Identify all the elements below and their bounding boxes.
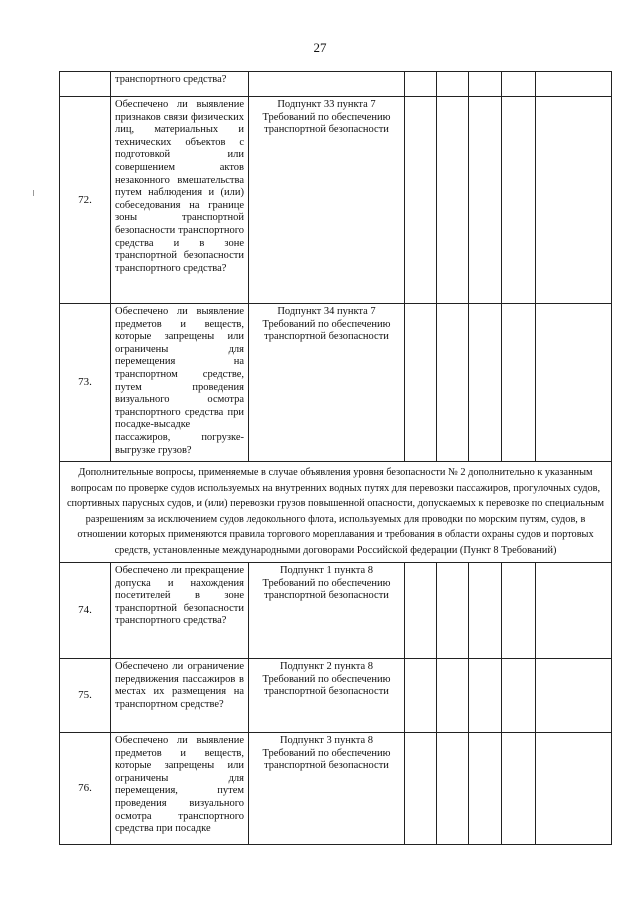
- row-number-cell: [60, 72, 111, 97]
- extra-cell[interactable]: [502, 304, 536, 462]
- row-number-cell: 72.: [60, 97, 111, 304]
- na-cell[interactable]: [469, 304, 502, 462]
- yes-cell[interactable]: [405, 733, 437, 845]
- table-row: [60, 97, 612, 304]
- comment-cell[interactable]: [536, 97, 612, 304]
- comment-cell[interactable]: [536, 733, 612, 845]
- question-cell: Обеспечено ли прекращение допуска и нахождения посетителей в зоне транспортной безопасности транспортного средства?: [111, 563, 249, 659]
- row-number-cell: 73.: [60, 304, 111, 462]
- no-cell[interactable]: [437, 659, 469, 733]
- table-row: [60, 72, 612, 97]
- row-number-cell: 74.: [60, 563, 111, 659]
- no-cell[interactable]: [437, 563, 469, 659]
- row-number-cell: 75.: [60, 659, 111, 733]
- extra-cell[interactable]: [502, 563, 536, 659]
- na-cell[interactable]: [469, 563, 502, 659]
- question-cell: Обеспечено ли выявление признаков связи физических лиц, материальных и технических объектов с подготовкой или совершением актов незаконного вмешательства путем наблюдения и (или) собеседования на границе зоны транспортной безопасности транспортного средства и в зоне транспортной безопасности транспортного средства?: [111, 97, 249, 304]
- question-cell: Обеспечено ли выявление предметов и веществ, которые запрещены или ограничены для перемещения, путем проведения визуального осмотра транспортного средства при посадке: [111, 733, 249, 845]
- table-row: [60, 304, 612, 462]
- no-cell[interactable]: [437, 97, 469, 304]
- reference-cell: Подпункт 2 пункта 8 Требований по обеспечению транспортной безопасности: [249, 659, 405, 733]
- extra-cell[interactable]: [502, 72, 536, 97]
- row-number-cell: 76.: [60, 733, 111, 845]
- extra-cell[interactable]: [502, 733, 536, 845]
- no-cell[interactable]: [437, 304, 469, 462]
- question-cell: Обеспечено ли ограничение передвижения пассажиров в местах их размещения на транспортном средстве?: [111, 659, 249, 733]
- question-cell: Обеспечено ли выявление предметов и веществ, которые запрещены или ограничены для перемещения на транспортном средстве, путем проведения визуального осмотра транспортного средства при посадке-высадке пассажиров, погрузке-выгрузке грузов?: [111, 304, 249, 462]
- reference-cell: [249, 72, 405, 97]
- na-cell[interactable]: [469, 72, 502, 97]
- reference-cell: Подпункт 1 пункта 8 Требований по обеспечению транспортной безопасности: [249, 563, 405, 659]
- yes-cell[interactable]: [405, 563, 437, 659]
- na-cell[interactable]: [469, 659, 502, 733]
- na-cell[interactable]: [469, 733, 502, 845]
- extra-cell[interactable]: [502, 659, 536, 733]
- page-number: 27: [313, 40, 327, 55]
- binder-mark: [33, 190, 34, 196]
- yes-cell[interactable]: [405, 659, 437, 733]
- section-note: Дополнительные вопросы, применяемые в случае объявления уровня безопасности № 2 дополнительно к указанным вопросам по проверке судов используемых на внутренних водных путях для перевозки пассажиров, прогулочных судов, спортивных парусных судов, и (или) перевозки грузов повышенной опасности, допускаемых к перевозке по специальным разрешениям за исключением судов ледокольного флота, используемых для проводки по морским путям, судов, в отношении которых применяются правила торгового мореплавания и требования в области охраны судов и портовых средств, установленные международными договорами Российской федерации (Пункт 8 Требований): [60, 462, 612, 563]
- extra-cell[interactable]: [502, 97, 536, 304]
- reference-cell: Подпункт 3 пункта 8 Требований по обеспечению транспортной безопасности: [249, 733, 405, 845]
- reference-cell: Подпункт 33 пункта 7 Требований по обеспечению транспортной безопасности: [249, 97, 405, 304]
- no-cell[interactable]: [437, 72, 469, 97]
- comment-cell[interactable]: [536, 563, 612, 659]
- section-note-row: [60, 462, 612, 563]
- comment-cell[interactable]: [536, 72, 612, 97]
- comment-cell[interactable]: [536, 304, 612, 462]
- reference-cell: Подпункт 34 пункта 7 Требований по обеспечению транспортной безопасности: [249, 304, 405, 462]
- yes-cell[interactable]: [405, 304, 437, 462]
- checklist-table: [59, 71, 612, 845]
- question-cell: транспортного средства?: [111, 72, 249, 97]
- table-row: [60, 563, 612, 659]
- no-cell[interactable]: [437, 733, 469, 845]
- table-row: [60, 733, 612, 845]
- comment-cell[interactable]: [536, 659, 612, 733]
- yes-cell[interactable]: [405, 72, 437, 97]
- yes-cell[interactable]: [405, 97, 437, 304]
- na-cell[interactable]: [469, 97, 502, 304]
- table-row: [60, 659, 612, 733]
